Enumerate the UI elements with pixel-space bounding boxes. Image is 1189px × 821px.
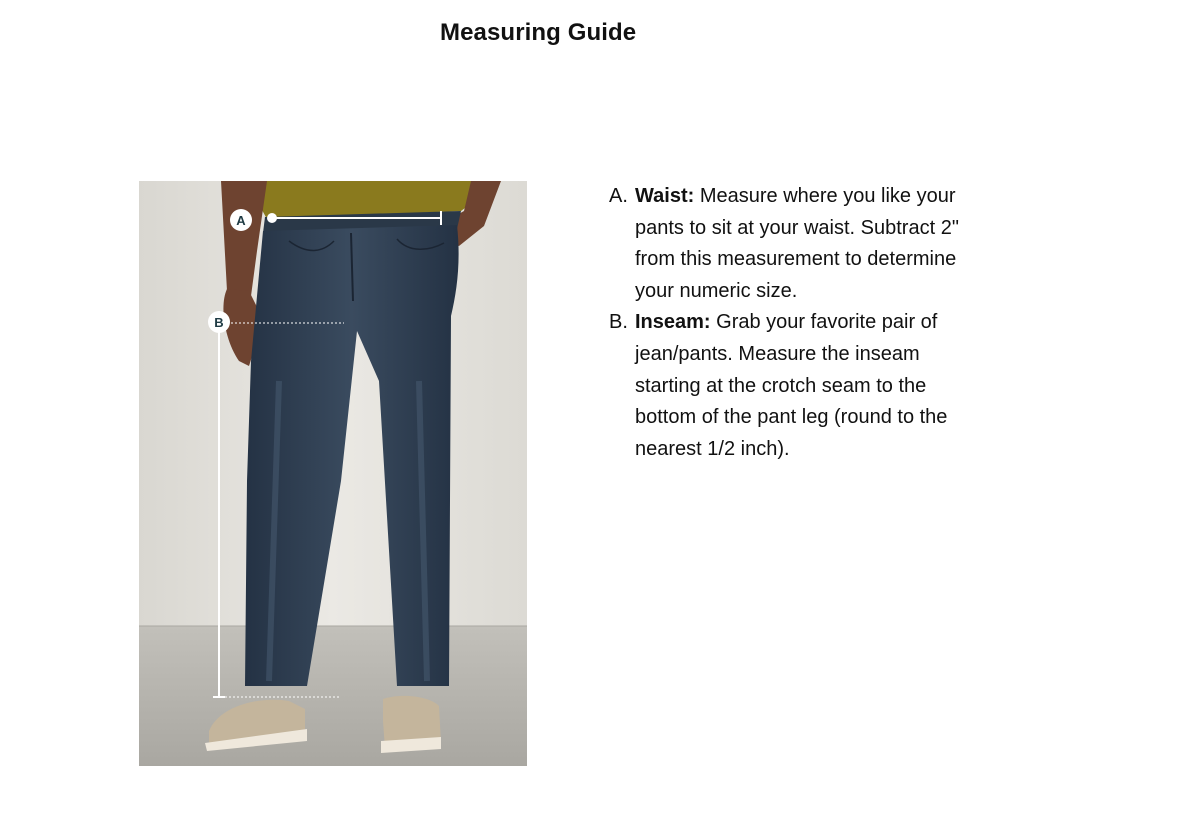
marker-b-label: B — [214, 315, 224, 330]
instruction-marker: B. — [609, 311, 628, 334]
instruction-term: Waist: — [635, 185, 695, 207]
instruction-text: Grab your favorite pair of jean/pants. Measure the inseam starting at the crotch seam to the bottom of the pant leg (round to the nearest 1/2 inch). — [635, 311, 948, 460]
instruction-term: Inseam: — [635, 311, 711, 334]
page-title: Measuring Guide — [440, 19, 637, 46]
model-photo — [139, 181, 527, 766]
instruction-text: Measure where you like your pants to sit at your waist. Subtract 2" from this measurement to determine your numeric size. — [635, 185, 959, 302]
measurement-instructions — [609, 181, 969, 465]
marker-a-label: A — [236, 213, 246, 228]
instruction-inseam — [609, 307, 969, 465]
instruction-waist — [609, 181, 969, 307]
floor — [139, 626, 527, 766]
instruction-marker: A. — [609, 185, 628, 207]
